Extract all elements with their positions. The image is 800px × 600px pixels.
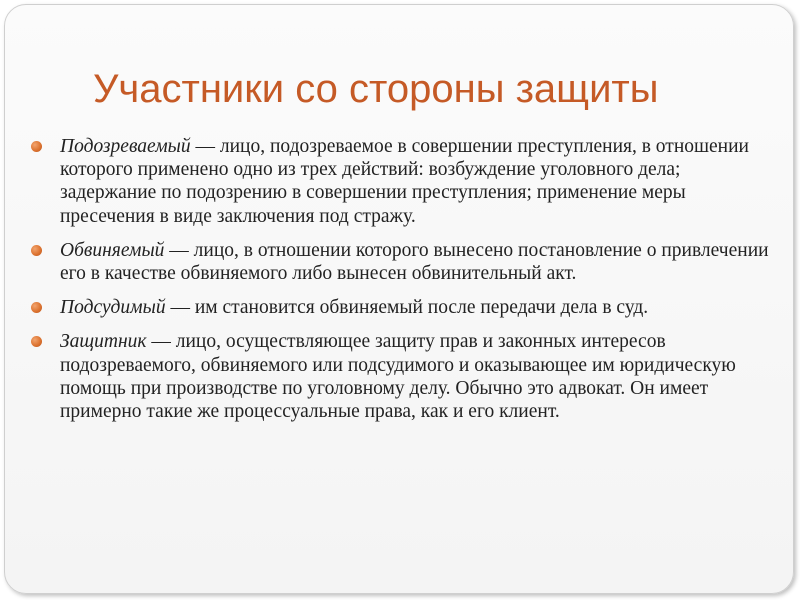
bullet-icon xyxy=(31,245,42,256)
bullet-icon xyxy=(31,302,42,313)
list-item xyxy=(31,135,771,228)
term: Защитник xyxy=(60,331,147,353)
slide-title: Участники со стороны защиты xyxy=(93,67,659,111)
slide xyxy=(4,4,794,594)
term: Подозреваемый xyxy=(60,136,191,157)
definition: — лицо, подозреваемое в совершении преступления, в отношении которого применено одно из трех действий: возбуждение уголовного дела; задержание по подозрению в совершении преступления; применение меры пресечения в виде заключения под стражу. xyxy=(60,136,749,227)
list-item xyxy=(31,296,771,319)
list-item xyxy=(31,330,771,423)
bullet-icon xyxy=(31,141,42,152)
definition: — лицо, осуществляющее защиту прав и законных интересов подозреваемого, обвиняемого или подсудимого и оказывающее им юридическую помощь при производстве по уголовному делу. Обычно это адвокат. Он имеет примерно такие же процессуальные права, как и его клиент. xyxy=(60,331,736,423)
term: Обвиняемый xyxy=(60,239,165,261)
list-item xyxy=(31,239,771,285)
bullet-icon xyxy=(31,336,42,347)
definition: — им становится обвиняемый после передачи дела в суд. xyxy=(165,297,649,319)
term: Подсудимый xyxy=(60,297,166,319)
definition: — лицо, в отношении которого вынесено постановление о привлечении его в качестве обвиняемого либо вынесен обвинительный акт. xyxy=(60,239,769,285)
bullet-list xyxy=(31,135,771,434)
